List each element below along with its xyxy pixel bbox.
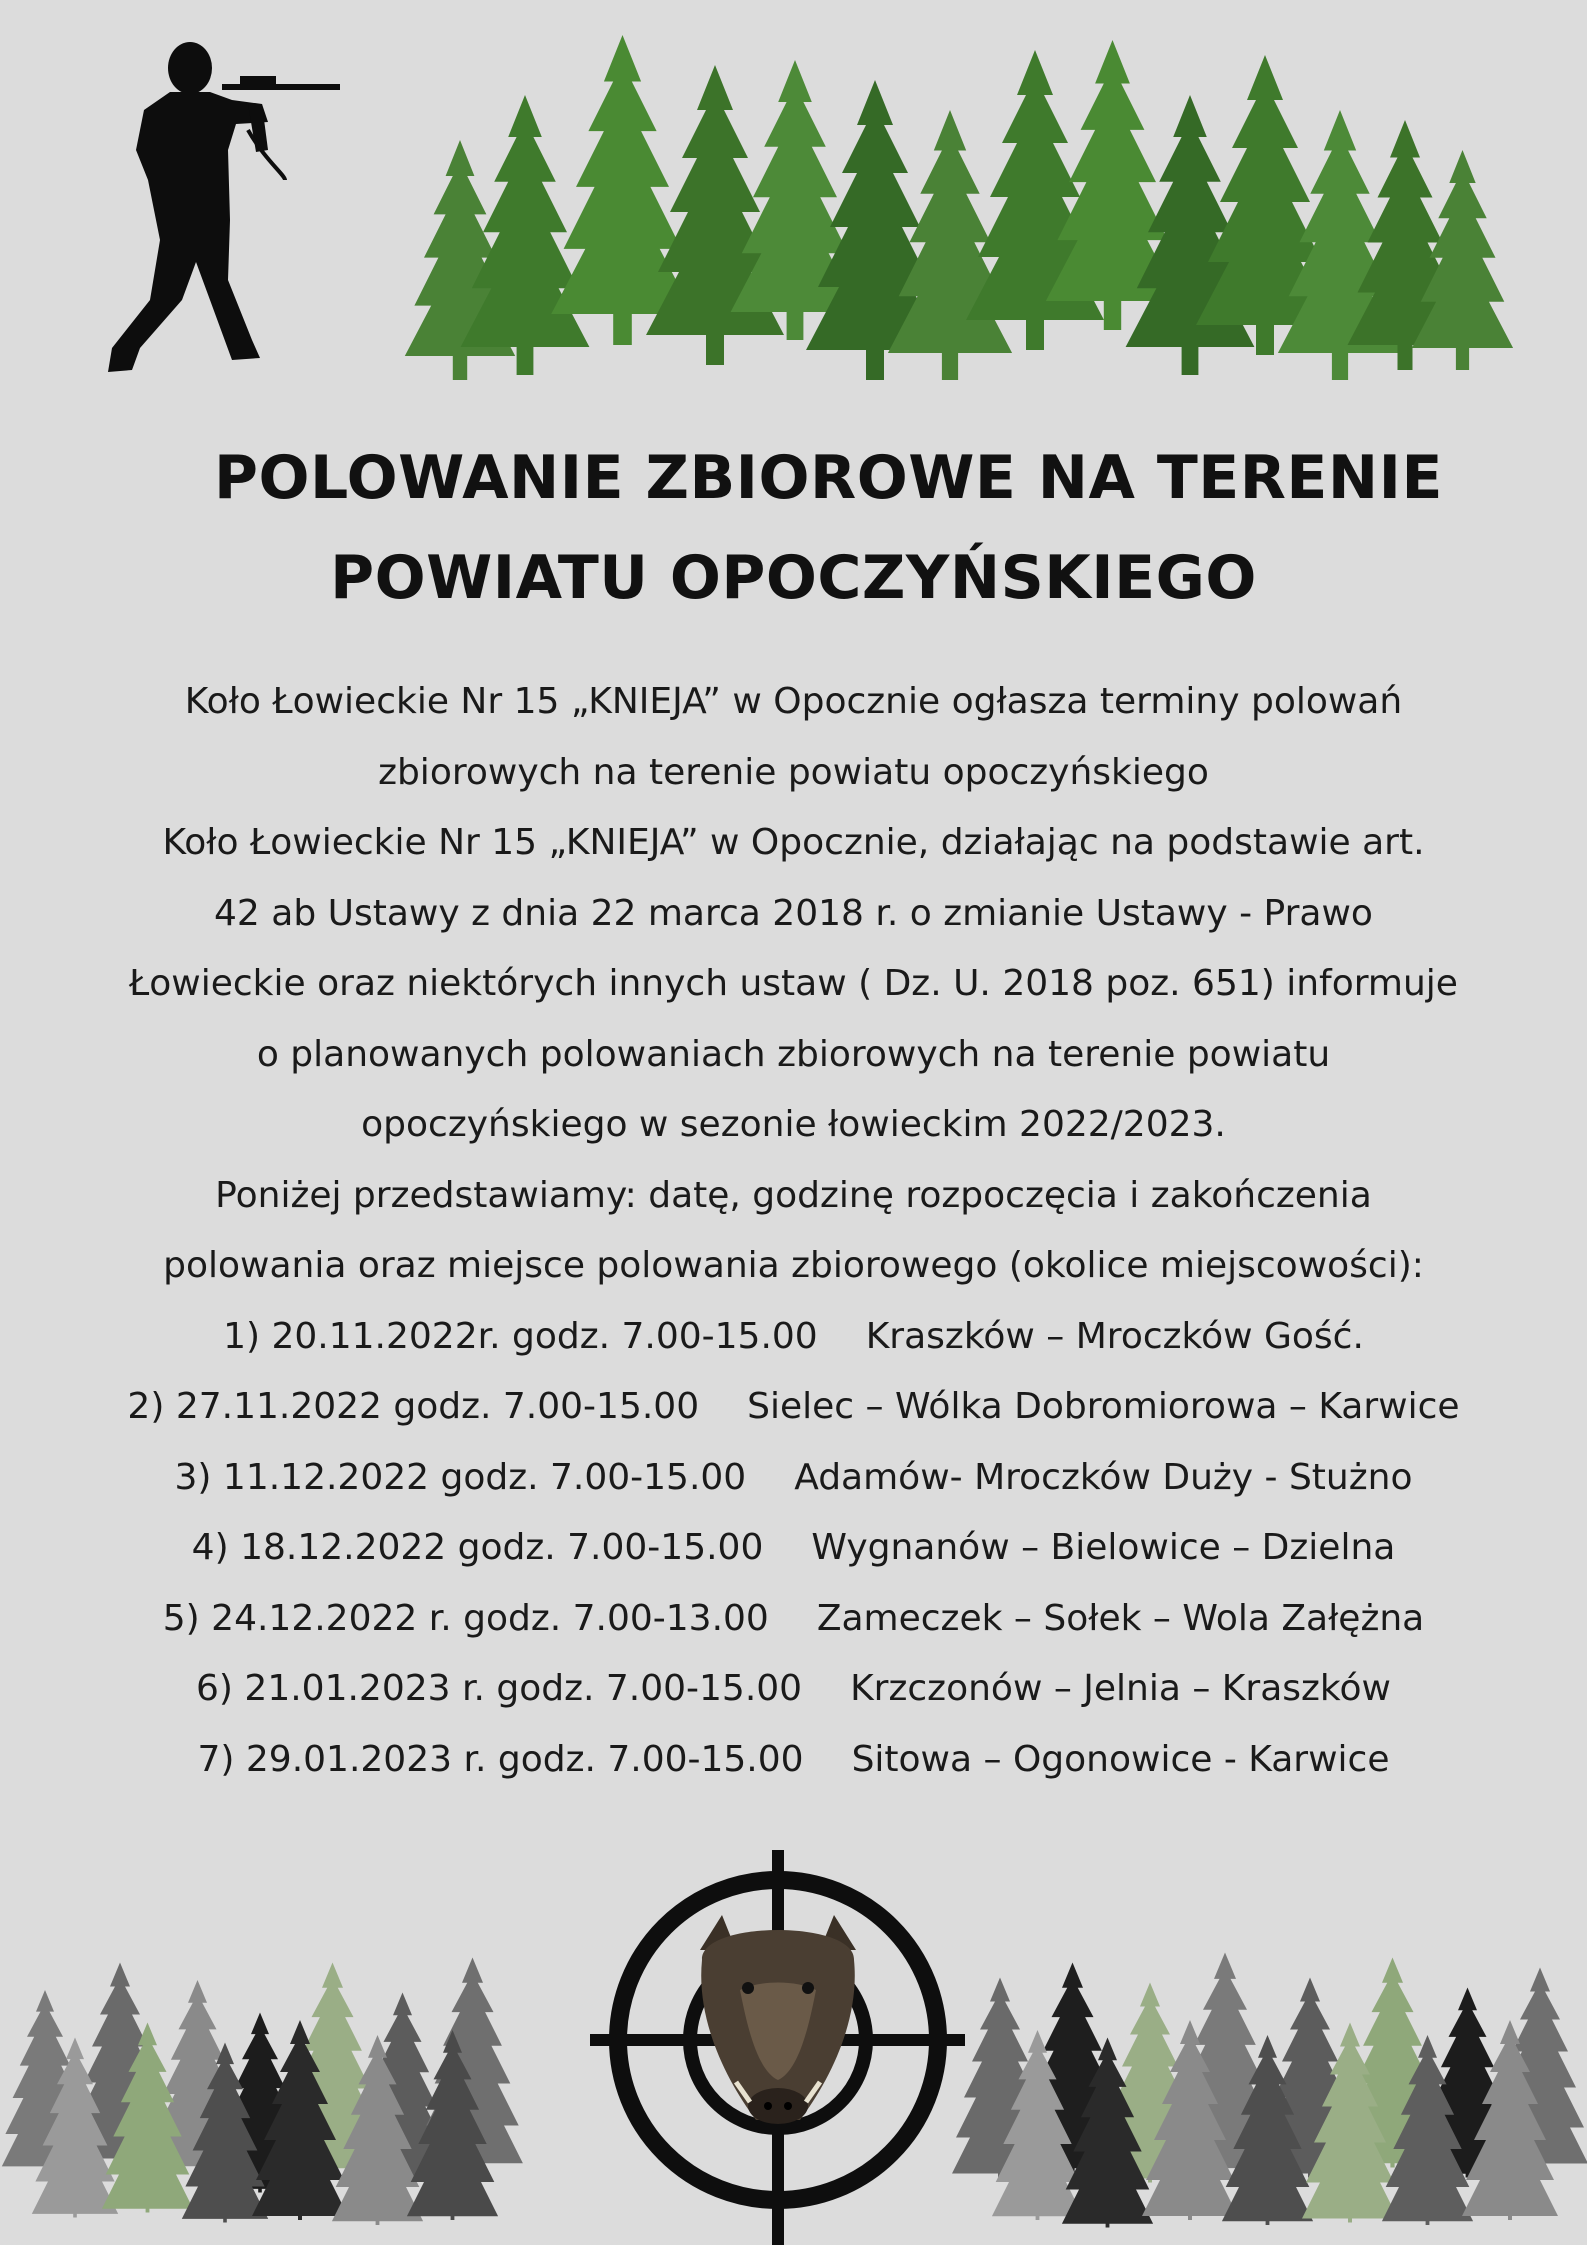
intro-line: Koło Łowieckie Nr 15 „KNIEJA” w Opocznie ogłasza terminy polowań — [184, 681, 1403, 722]
schedule-where: Zameczek – Sołek – Wola Załężna — [816, 1597, 1425, 1639]
top-illustration — [0, 0, 1587, 400]
intro-line: polowania oraz miejsce polowania zbiorowego (okolice miejscowości): — [163, 1245, 1424, 1286]
schedule-item — [0, 1725, 1587, 1796]
schedule-item — [0, 1443, 1587, 1514]
schedule-where: Sielec – Wólka Dobromiorowa – Karwice — [747, 1386, 1460, 1427]
hunter-silhouette-icon — [108, 42, 340, 372]
schedule-when: 7) 29.01.2023 r. godz. 7.00-15.00 — [197, 1738, 804, 1780]
intro-line: zbiorowych na terenie powiatu opoczyńskiego — [378, 751, 1209, 793]
schedule-when: 5) 24.12.2022 r. godz. 7.00-13.00 — [162, 1597, 769, 1639]
announcement-body — [0, 667, 1587, 1795]
boar-head-icon — [700, 1915, 856, 2124]
schedule-item — [0, 1372, 1587, 1443]
schedule-when: 4) 18.12.2022 godz. 7.00-15.00 — [191, 1527, 764, 1568]
bottom-illustration — [0, 1820, 1587, 2245]
schedule-where: Kraszków – Mroczków Gość. — [865, 1315, 1364, 1357]
title-line-1: POLOWANIE ZBIOROWE NA TERENIE — [214, 443, 1443, 513]
intro-line: Koło Łowieckie Nr 15 „KNIEJA” w Opocznie, działając na podstawie art. — [162, 822, 1425, 863]
schedule-where: Adamów- Mroczków Duży - Stużno — [794, 1456, 1413, 1498]
pine-forest-illustration — [405, 35, 1513, 380]
intro-line: o planowanych polowaniach zbiorowych na terenie powiatu — [256, 1033, 1331, 1075]
schedule-when: 6) 21.01.2023 r. godz. 7.00-15.00 — [196, 1668, 803, 1709]
page-title — [0, 428, 1587, 628]
intro-line: 42 ab Ustawy z dnia 22 marca 2018 r. o zmianie Ustawy - Prawo — [214, 892, 1373, 934]
schedule-item — [0, 1513, 1587, 1584]
schedule-when: 3) 11.12.2022 godz. 7.00-15.00 — [174, 1456, 747, 1498]
title-line-2: POWIATU OPOCZYŃSKIEGO — [330, 543, 1257, 613]
schedule-item — [0, 1584, 1587, 1655]
schedule-when: 2) 27.11.2022 godz. 7.00-15.00 — [127, 1386, 700, 1427]
schedule-item — [0, 1302, 1587, 1373]
schedule-item — [0, 1654, 1587, 1725]
intro-line: Łowieckie oraz niektórych innych ustaw ( Dz. U. 2018 poz. 651) informuje — [129, 963, 1458, 1004]
schedule-where: Sitowa – Ogonowice - Karwice — [851, 1738, 1390, 1780]
schedule-where: Wygnanów – Bielowice – Dzielna — [811, 1527, 1396, 1568]
schedule-where: Krzczonów – Jelnia – Kraszków — [850, 1668, 1391, 1709]
schedule-when: 1) 20.11.2022r. godz. 7.00-15.00 — [223, 1315, 818, 1357]
intro-line: opoczyńskiego w sezonie łowieckim 2022/2023. — [361, 1104, 1226, 1145]
intro-line: Poniżej przedstawiamy: datę, godzinę rozpoczęcia i zakończenia — [215, 1174, 1372, 1216]
